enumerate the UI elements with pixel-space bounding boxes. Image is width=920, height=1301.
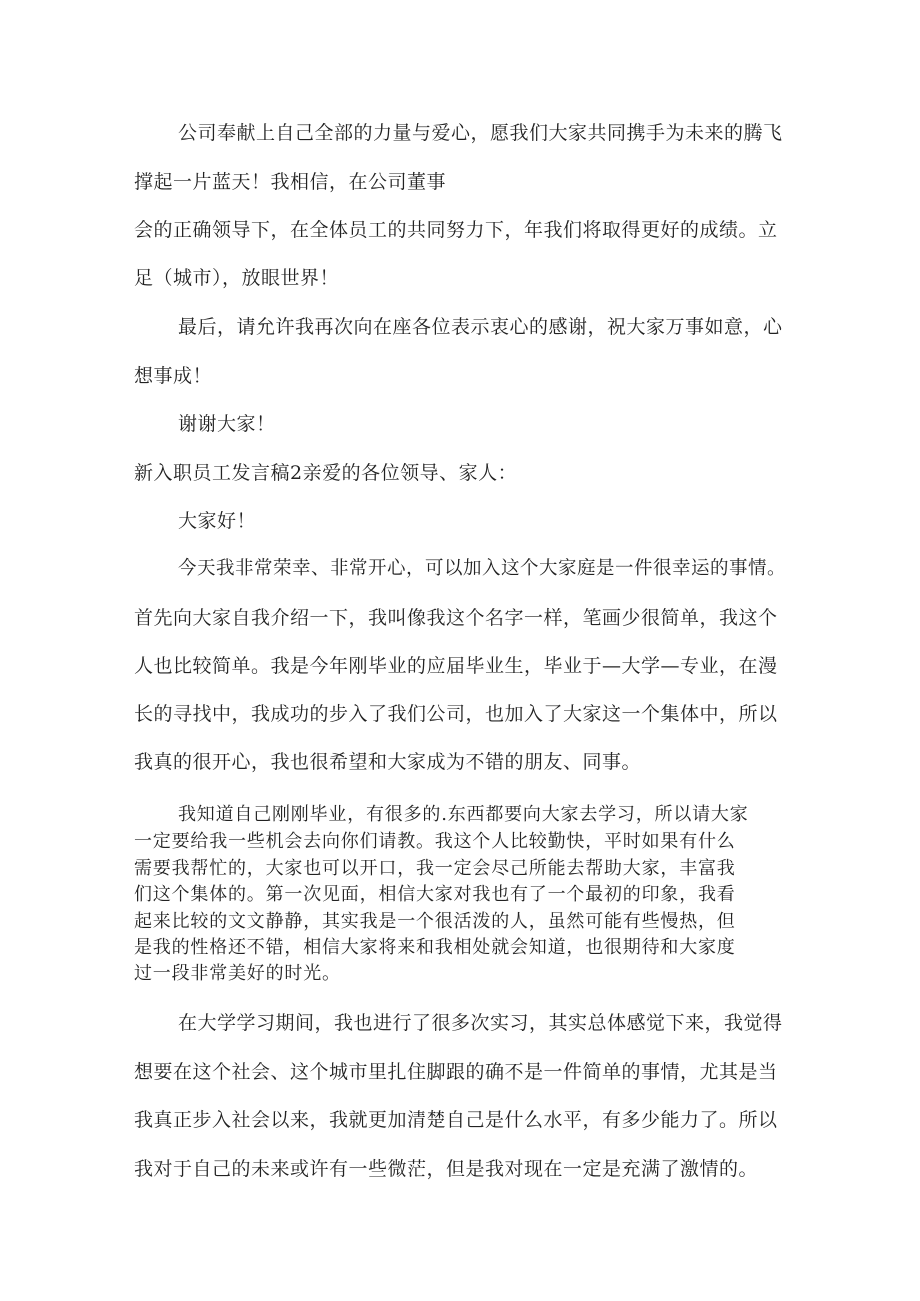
text-line: 起来比较的文文静静，其实我是一个很活泼的人，虽然可能有些慢热，但 xyxy=(134,911,736,932)
text-line: 人也比较简单。我是今年刚毕业的应届毕业生，毕业于—大学—专业，在漫 xyxy=(134,655,778,677)
text-line: 需要我帮忙的，大家也可以开口，我一定会尽己所能去帮助大家，丰富我 xyxy=(134,858,736,879)
text-line: 首先向大家自我介绍一下，我叫像我这个名字一样，笔画少很简单，我这个 xyxy=(134,607,778,629)
text-line: 最后，请允许我再次向在座各位表示衷心的感谢，祝大家万事如意，心 xyxy=(178,316,783,338)
text-line: 我对于自己的未来或许有一些微茫，但是我对现在一定是充满了激情的。 xyxy=(134,1158,759,1180)
text-line: 过一段非常美好的时光。 xyxy=(134,963,341,984)
text-line: 撑起一片蓝天！我相信，在公司董事 xyxy=(134,171,447,193)
text-line: 一定要给我一些机会去向你们请教。我这个人比较勤快，平时如果有什么 xyxy=(134,831,736,852)
text-line: 想事成！ xyxy=(134,365,213,387)
text-line: 足（城市），放眼世界！ xyxy=(134,267,340,289)
text-line: 在大学学习期间，我也进行了很多次实习，其实总体感觉下来，我觉得 xyxy=(178,1012,783,1034)
text-line: 我知道自己刚刚毕业，有很多的.东西都要向大家去学习，所以请大家 xyxy=(178,804,749,825)
text-line: 是我的性格还不错，相信大家将来和我相处就会知道，也很期待和大家度 xyxy=(134,937,736,958)
text-line: 想要在这个社会、这个城市里扎住脚跟的确不是一件简单的事情，尤其是当 xyxy=(134,1061,778,1083)
text-line: 大家好！ xyxy=(178,510,257,532)
text-line: 今天我非常荣幸、非常开心，可以加入这个大家庭是一件很幸运的事情。 xyxy=(178,558,787,579)
text-line: 我真正步入社会以来，我就更加清楚自己是什么水平，有多少能力了。所以 xyxy=(134,1109,778,1131)
text-line: 公司奉献上自己全部的力量与爱心，愿我们大家共同携手为未来的腾飞 xyxy=(178,122,783,144)
text-line: 会的正确领导下，在全体员工的共同努力下，年我们将取得更好的成绩。立 xyxy=(134,219,778,241)
text-line: 我真的很开心，我也很希望和大家成为不错的朋友、同事。 xyxy=(134,751,642,773)
text-line: 谢谢大家！ xyxy=(178,413,276,435)
text-line: 长的寻找中，我成功的步入了我们公司，也加入了大家这一个集体中，所以 xyxy=(134,703,778,725)
text-line: 们这个集体的。第一次见面，相信大家对我也有了一个最初的印象，我看 xyxy=(134,884,736,905)
text-line: 新入职员工发言稿2亲爱的各位领导、家人： xyxy=(134,462,518,484)
